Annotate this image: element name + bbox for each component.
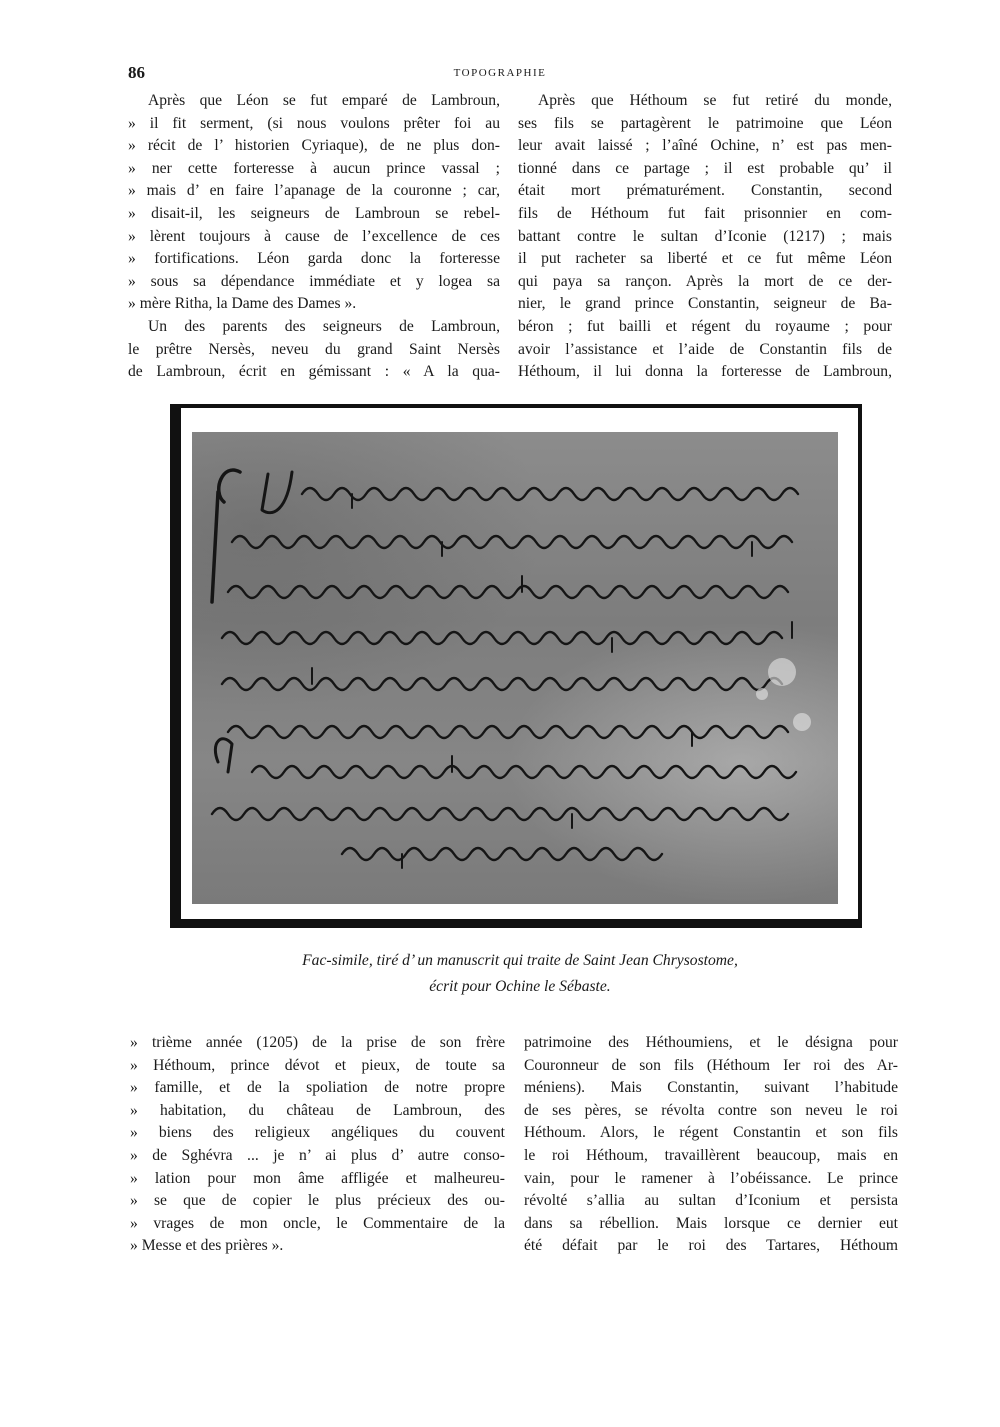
text-line: nier, le grand prince Constantin, seigneur de Ba- <box>518 295 892 313</box>
text-line: » se que de copier le plus précieux des ou- <box>130 1192 505 1210</box>
text-line: avoir l’assistance et l’aide de Constantin fils de <box>518 340 892 358</box>
text-line: dans sa rébellion. Mais lorsque ce dernier eut <box>524 1214 898 1232</box>
text-line: ses fils se partagèrent le patrimoine que Léon <box>518 114 892 132</box>
text-line: » fortifications. Léon garda donc la forteresse <box>128 250 500 268</box>
text-line: battant contre le sultan d’Iconie (1217) ; mais <box>518 227 892 245</box>
text-line: méniens). Mais Constantin, suivant l’habitude <box>524 1079 898 1097</box>
page-number: 86 <box>128 63 145 82</box>
text-line: Un des parents des seigneurs de Lambroun, <box>148 317 500 335</box>
running-title: TOPOGRAPHIE <box>453 67 547 79</box>
text-line: » Messe et des prières ». <box>130 1237 284 1255</box>
text-column-bottom-right <box>524 1032 898 1258</box>
text-line: » il fit serment, (si nous voulons prêter foi au <box>128 114 500 132</box>
text-line: leur avait laissé ; l’aîné Ochine, n’ est pas men- <box>518 137 892 155</box>
text-line: patrimoine des Héthoumiens, et le désigna pour <box>524 1034 898 1051</box>
manuscript-facsimile-image <box>192 432 838 904</box>
text-column-bottom-left <box>130 1032 505 1258</box>
text-line: de ses pères, se révolta contre son neveu le roi <box>524 1101 898 1119</box>
text-line: qui paya sa rançon. Après la mort de ce der- <box>518 272 892 290</box>
text-line: le prêtre Nersès, neveu du grand Saint Nersès <box>128 340 500 358</box>
text-line: été défait par le roi des Tartares, Héthoum <box>524 1237 898 1255</box>
text-line: » ner cette forteresse à aucun prince vassal ; <box>128 159 500 177</box>
text-line: » famille, et de la spoliation de notre propre <box>130 1079 505 1097</box>
text-line: Couronneur de son fils (Héthoum Ier roi des Ar- <box>524 1056 898 1074</box>
figure-caption-line-2: écrit pour Ochine le Sébaste. <box>429 978 611 995</box>
text-line: il put racheter sa liberté et ce fut même Léon <box>518 250 892 268</box>
armenian-script-drawing <box>192 432 838 904</box>
text-line: tionné dans ce partage ; il est probable qu’ il <box>518 159 892 177</box>
text-line: béron ; fut bailli et régent du royaume ; pour <box>518 317 892 335</box>
text-line: » sous sa dépendance immédiate et y logea sa <box>128 272 500 290</box>
text-line: vain, pour le ramener à l’obéissance. Le prince <box>524 1169 898 1187</box>
figure-caption-line-1: Fac-simile, tiré d’ un manuscrit qui traite de Saint Jean Chrysostome, <box>302 952 738 969</box>
text-line: » trième année (1205) de la prise de son frère <box>130 1034 505 1051</box>
text-column-top-right <box>518 90 892 384</box>
text-line: Après que Léon se fut emparé de Lambroun, <box>148 92 500 109</box>
text-line: le roi Héthoum, travaillèrent beaucoup, mais en <box>524 1146 898 1164</box>
text-line: Héthoum. Alors, le régent Constantin et son fils <box>524 1124 898 1142</box>
text-line: » lation pour mon âme affligée et malheureu- <box>130 1169 505 1187</box>
text-line: était mort prématurément. Constantin, second <box>518 182 892 200</box>
text-column-top-left <box>128 90 500 384</box>
text-line: » disait-il, les seigneurs de Lambroun se rebel- <box>128 204 500 222</box>
text-line: » mère Ritha, la Dame des Dames ». <box>128 295 357 313</box>
text-line: » Héthoum, prince dévot et pieux, de toute sa <box>130 1056 505 1074</box>
text-line: Après que Héthoum se fut retiré du monde, <box>538 92 892 109</box>
text-line: » récit de l’ historien Cyriaque), de ne plus don- <box>128 137 500 155</box>
text-line: de Lambroun, écrit en gémissant : « A la qua- <box>128 363 500 381</box>
text-line: » lèrent toujours à cause de l’excellence de ces <box>128 227 500 245</box>
text-line: fils de Héthoum fut fait prisonnier en com- <box>518 204 892 222</box>
text-line: » de Sghévra ... je n’ ai plus d’ autre conso- <box>130 1146 505 1164</box>
text-line: » mais d’ en faire l’apanage de la couronne ; car, <box>128 182 500 200</box>
text-line: Héthoum, il lui donna la forteresse de Lambroun, <box>518 363 892 381</box>
text-line: révolté s’allia au sultan d’Iconium et persista <box>524 1192 898 1210</box>
text-line: » biens des religieux angéliques du couvent <box>130 1124 505 1142</box>
text-line: » vrages de mon oncle, le Commentaire de la <box>130 1214 505 1232</box>
text-line: » habitation, du château de Lambroun, des <box>130 1101 505 1119</box>
